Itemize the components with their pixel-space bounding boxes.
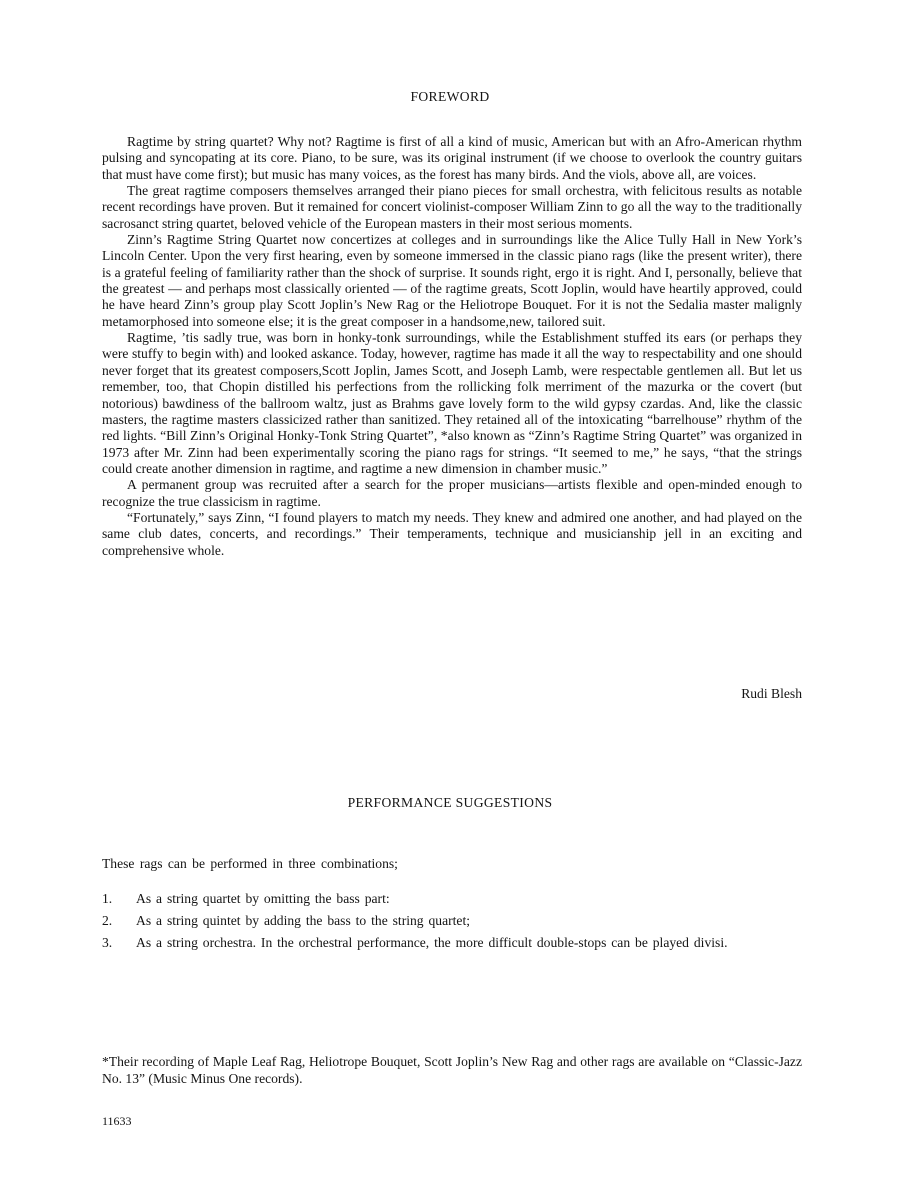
foreword-paragraph: Ragtime by string quartet? Why not? Ragtime is first of all a kind of music, American but with an Afro-American rhythm pulsing and syncopating at its core. Piano, to be sure, was its original instrument (if we choose to overlook the country guitars that must have come first); but music has many voices, as the forest has many birds. And the viols, above all, are voices.: [102, 134, 802, 182]
list-item-text: As a string orchestra. In the orchestral performance, the more difficult double-stops can be played divisi.: [136, 935, 728, 950]
foreword-title: FOREWORD: [410, 89, 490, 104]
foreword-body: [102, 134, 802, 559]
list-item-text: As a string quintet by adding the bass to the string quartet;: [136, 913, 471, 928]
list-item-number: 3.: [102, 935, 113, 950]
list-item: [102, 934, 802, 951]
list-item-number: 2.: [102, 913, 113, 928]
list-item-number: 1.: [102, 891, 113, 906]
list-item: [102, 912, 802, 929]
performance-intro: These rags can be performed in three combinations;: [102, 856, 398, 871]
performance-title: PERFORMANCE SUGGESTIONS: [347, 795, 553, 810]
list-item-text: As a string quartet by omitting the bass part:: [136, 891, 390, 906]
catalog-number: 11633: [102, 1114, 132, 1128]
foreword-paragraph: The great ragtime composers themselves arranged their piano pieces for small orchestra, with felicitous results as notable recent recordings have proven. But it remained for concert violinist-composer William Zinn to go all the way to the traditionally sacrosanct string quartet, beloved vehicle of the European masters in their most serious moments.: [102, 183, 802, 231]
foreword-paragraph: A permanent group was recruited after a search for the proper musicians—artists flexible and open-minded enough to recognize the true classicism in ragtime.: [102, 477, 802, 509]
author-signature: Rudi Blesh: [741, 686, 802, 701]
foreword-paragraph: Zinn’s Ragtime String Quartet now concertizes at colleges and in surroundings like the Alice Tully Hall in New York’s Lincoln Center. Upon the very first hearing, even by someone immersed in the classic piano rags (like the present writer), there is a grateful feeling of familiarity rather than the shock of surprise. It sounds right, ergo it is right. And I, personally, believe that the greatest — and perhaps most classically oriented — of the ragtime greats, Scott Joplin, would have heartily approved, could he have heard Zinn’s group play Scott Joplin’s New Rag or the Heliotrope Bouquet. For it is not the Sedalia master malignly metamorphosed into someone else; it is the great composer in a handsome,new, tailored suit.: [102, 232, 802, 329]
performance-list: [102, 890, 802, 956]
foreword-paragraph: “Fortunately,” says Zinn, “I found players to match my needs. They knew and admired one another, and had played on the same club dates, concerts, and recordings.” Their temperaments, technique and musicianship jell in an exciting and comprehensive whole.: [102, 509, 802, 558]
list-item: [102, 890, 802, 907]
footnote: *Their recording of Maple Leaf Rag, Heliotrope Bouquet, Scott Joplin’s New Rag and other rags are available on “Classic-Jazz No. 13” (Music Minus One records).: [102, 1054, 802, 1086]
foreword-paragraph: Ragtime, ’tis sadly true, was born in honky-tonk surroundings, while the Establishment stuffed its ears (or perhaps they were stuffy to begin with) and looked askance. Today, however, ragtime has made it all the way to respectability and one should never forget that its greatest composers,Scott Joplin, James Scott, and Joseph Lamb, were respectable gentlemen all. But let us remember, too, that Chopin distilled his perfections from the rollicking folk merriment of the mazurka or the covert (but notorious) bawdiness of the ballroom waltz, just as Brahms gave lovely form to the wild gypsy czardas. And, like the classic masters, the ragtime masters classicized rather than sanitized. They retained all of the intoxicating “barrelhouse” rhythm of the red lights. “Bill Zinn’s Original Honky-Tonk String Quartet”, *also known as “Zinn’s Ragtime String Quartet” was organized in 1973 after Mr. Zinn had been experimentally scoring the piano rags for strings. “It seemed to me,” he says, “that the strings could create another dimension in ragtime, and ragtime a new dimension in chamber music.”: [102, 330, 802, 476]
